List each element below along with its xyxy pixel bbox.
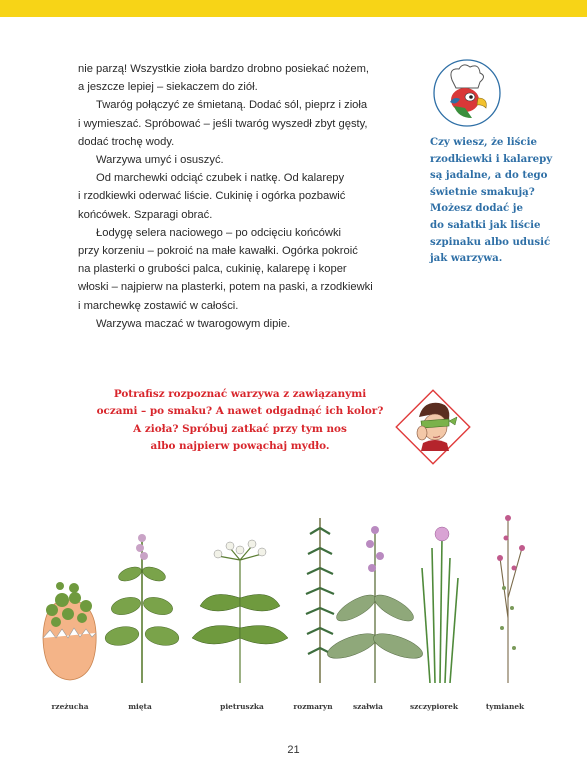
did-you-know-tip <box>430 134 587 267</box>
body-line: i rzodkiewki oderwać liście. Cukinię i ogórka pozbawić <box>78 190 346 203</box>
thyme-drawing <box>497 515 525 683</box>
challenge-line: Potrafisz rozpoznać warzywa z zawiązanymi <box>113 388 367 400</box>
top-color-band <box>0 0 587 17</box>
cress-drawing <box>43 582 96 680</box>
chef-parrot-icon <box>432 58 502 128</box>
herb-label-parsley: pietruszka <box>220 702 264 711</box>
body-line: włoski – najpierw na plasterki, potem na paski, a rzodkiewki <box>78 281 373 294</box>
tip-line: rzodkiewki i kalarepy <box>430 152 553 165</box>
sage-drawing <box>324 526 425 683</box>
body-line: Łodygę selera naciowego – po odcięciu końcówki <box>96 226 342 239</box>
tip-line: Możesz dodać je <box>430 202 523 215</box>
herb-label-rosemary: rozmaryn <box>293 702 333 711</box>
mint-drawing <box>104 534 181 683</box>
body-line: i wymieszać. Spróbować – jeśli twaróg wyszedł zbyt gęsty, <box>78 117 368 130</box>
tip-line: Czy wiesz, że liście <box>430 136 537 148</box>
page-number: 21 <box>287 744 300 756</box>
body-line: nie parzą! Wszystkie zioła bardzo drobno posiekać nożem, <box>78 63 370 75</box>
taste-challenge-text <box>90 386 390 456</box>
body-line: końcówek. Szparagi obrać. <box>78 208 213 221</box>
challenge-line: oczami – po smaku? A nawet odgadnąć ich kolor? <box>96 405 384 418</box>
body-line: a jeszcze lepiej – siekaczem do ziół. <box>78 81 258 94</box>
body-line: na plasterki o grubości palca, cukinię, kalarepę i koper <box>78 263 347 276</box>
body-line: Od marchewki odciąć czubek i natkę. Od kalarepy <box>96 172 345 185</box>
parsley-drawing <box>192 540 288 683</box>
herb-illustrations <box>30 498 560 708</box>
body-line: Warzywa maczać w twarogowym dipie. <box>96 317 291 330</box>
chives-drawing <box>422 527 458 683</box>
tip-line: jak warzywa. <box>430 252 503 265</box>
tip-line: są jadalne, a do tego <box>430 169 548 182</box>
herb-label-sage: szałwia <box>353 702 383 711</box>
herb-label-mint: mięta <box>128 702 152 711</box>
challenge-line: albo najpierw powąchaj mydło. <box>150 440 330 453</box>
body-line: Twaróg połączyć ze śmietaną. Dodać sól, pieprz i zioła <box>96 99 368 112</box>
tip-line: świetnie smakują? <box>430 185 535 198</box>
tip-line: do sałatki jak liście <box>430 218 541 231</box>
body-line: dodać trochę wody. <box>78 135 175 148</box>
recipe-body-text <box>78 60 396 333</box>
herb-label-thyme: tymianek <box>485 702 525 711</box>
tip-line: szpinaku albo udusić <box>430 235 551 248</box>
herb-label-chives: szczypiorek <box>410 702 458 711</box>
body-line: przy korzeniu – pokroić na małe kawałki. Ogórka pokroić <box>78 245 358 258</box>
challenge-line: A zioła? Spróbuj zatkać przy tym nos <box>133 422 347 435</box>
blindfolded-child-icon <box>389 383 477 471</box>
body-line: Warzywa umyć i osuszyć. <box>96 154 224 167</box>
body-line: i marchewkę zostawić w całości. <box>78 299 239 312</box>
rosemary-drawing <box>306 518 334 683</box>
herb-label-cress: rzeżucha <box>51 702 89 711</box>
